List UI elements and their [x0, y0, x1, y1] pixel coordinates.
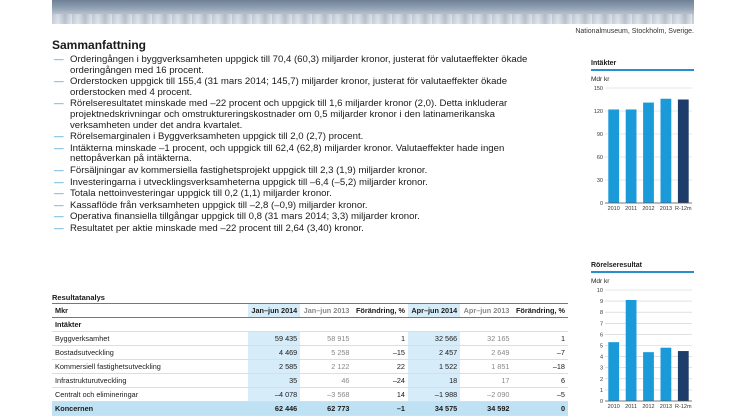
table-cell: –1	[353, 402, 409, 416]
y-tick-label: 8	[599, 310, 603, 317]
table-cell: 17	[460, 374, 512, 388]
row-label: Koncernen	[52, 402, 248, 416]
dash-icon: —	[54, 54, 64, 65]
summary-item-text: Orderstocken uppgick till 155,4 (31 mars 2014; 145,7) miljarder kronor, justerat för valutaeffekter ökade orderstocken med 4 procent.	[70, 76, 508, 98]
table-cell: –5	[512, 388, 568, 402]
table-cell: 32 566	[408, 332, 460, 346]
x-tick-label: 2011	[625, 404, 638, 410]
y-tick-label: 9	[599, 299, 603, 306]
summary-item-text: Rörelsemarginalen i Byggverksamheten uppgick till 2,0 (2,7) procent.	[70, 131, 364, 143]
column-header: Jan–jun 2014	[248, 304, 300, 318]
dash-icon: —	[54, 176, 64, 188]
chart-title: Intäkter	[591, 60, 694, 71]
dash-icon: —	[54, 199, 64, 211]
row-label: Infrastrukturutveckling	[52, 374, 248, 388]
x-tick-label: 2013	[659, 206, 673, 212]
table-cell: 32 165	[460, 332, 512, 346]
summary-item-text: Investeringarna i utvecklingsverksamheterna uppgick till –6,4 (–5,2) miljarder kronor.	[70, 176, 428, 188]
table-cell: 2 122	[300, 360, 352, 374]
table-cell: 1	[353, 332, 409, 346]
bar-2012	[643, 103, 654, 203]
operating-income-chart	[591, 285, 694, 413]
summary-item	[52, 201, 556, 212]
dash-icon: —	[54, 222, 64, 234]
column-header: Jan–jun 2013	[300, 304, 352, 318]
row-label: Bostadsutveckling	[52, 346, 248, 360]
summary-item	[52, 99, 556, 131]
chart-unit-label: Mdr kr	[591, 76, 610, 83]
table-cell: 2 585	[248, 360, 300, 374]
table-cell: 18	[408, 374, 460, 388]
dash-icon: —	[54, 211, 64, 223]
table-cell: 1 851	[460, 360, 512, 374]
bar-2013	[661, 99, 672, 203]
column-header: Apr–jun 2014	[408, 304, 460, 318]
results-table	[52, 303, 568, 416]
summary-item	[52, 55, 556, 76]
header-image	[52, 0, 694, 24]
table-cell: 2 649	[460, 346, 512, 360]
y-tick-label: 120	[593, 109, 603, 115]
table-cell: 1 522	[408, 360, 460, 374]
y-tick-label: 90	[596, 132, 603, 138]
summary-item	[52, 144, 556, 165]
summary-item-text: Resultatet per aktie minskade med –22 procent till 2,64 (3,40) kronor.	[70, 222, 364, 234]
dash-icon: —	[54, 188, 64, 200]
summary-title: Sammanfattning	[52, 38, 147, 52]
summary-item-text: Totala nettoinvesteringar uppgick till 0,2 (1,1) miljarder kronor.	[70, 188, 332, 200]
column-header: Förändring, %	[512, 304, 568, 318]
summary-section	[52, 38, 556, 236]
summary-item	[52, 166, 556, 177]
y-tick-label: 0	[599, 201, 603, 207]
table-cell: –1 988	[408, 388, 460, 402]
table-cell: –2 090	[460, 388, 512, 402]
table-cell: 0	[512, 402, 568, 416]
table-cell: 1	[512, 332, 568, 346]
table-cell: –3 568	[300, 388, 352, 402]
image-caption: Nationalmuseum, Stockholm, Sverige.	[575, 28, 694, 35]
summary-item-text: Rörelseresultatet minskade med –22 procent och uppgick till 1,6 miljarder kronor (2,0). Detta inkluderar projektnedskrivningar och omstruktureringskostnader om 0,5 miljarder kronor i den latinamerikanska verksamheten under det andra kvartalet.	[70, 98, 508, 131]
bar-R-12m	[678, 351, 689, 401]
summary-item	[52, 189, 556, 200]
table-cell: –7	[512, 346, 568, 360]
y-tick-label: 60	[596, 155, 603, 161]
y-tick-label: 10	[596, 288, 603, 294]
summary-item-text: Orderingången i byggverksamheten uppgick till 70,4 (60,3) miljarder kronor, justerat för valutaeffekter ökade orderingången med 16 procent.	[70, 54, 528, 76]
bar-2011	[626, 109, 637, 203]
table-total-row	[52, 402, 568, 416]
y-tick-label: 0	[599, 399, 603, 405]
x-tick-label: 2012	[642, 404, 655, 410]
table-row	[52, 346, 568, 360]
table-cell: –24	[353, 374, 409, 388]
table-row	[52, 332, 568, 346]
x-tick-label: 2012	[642, 206, 655, 212]
table-cell: 34 592	[460, 402, 512, 416]
dash-icon: —	[54, 131, 64, 143]
row-label: Centralt och elimineringar	[52, 388, 248, 402]
section-label: Intäkter	[52, 318, 568, 332]
table-cell: 4 469	[248, 346, 300, 360]
table-cell: 5 258	[300, 346, 352, 360]
row-label: Kommersiell fastighetsutveckling	[52, 360, 248, 374]
y-tick-label: 6	[599, 332, 603, 339]
table-cell: –15	[353, 346, 409, 360]
bar-2013	[661, 348, 672, 401]
column-header: Mkr	[52, 304, 248, 318]
table-cell: 58 915	[300, 332, 352, 346]
table-cell: 2 457	[408, 346, 460, 360]
revenue-chart	[591, 83, 694, 215]
revenue-chart-panel	[591, 60, 694, 215]
table-cell: 34 575	[408, 402, 460, 416]
summary-list	[52, 55, 556, 235]
x-tick-label: 2013	[659, 404, 673, 410]
table-cell: –4 078	[248, 388, 300, 402]
summary-item-text: Operativa finansiella tillgångar uppgick till 0,8 (31 mars 2014; 3,3) miljarder kronor.	[70, 211, 420, 223]
column-header: Förändring, %	[353, 304, 409, 318]
y-tick-label: 2	[599, 376, 603, 383]
y-tick-label: 4	[599, 354, 603, 361]
dash-icon: —	[54, 142, 64, 154]
summary-item-text: Försäljningar av kommersiella fastighetsprojekt uppgick till 2,3 (1,9) miljarder kronor.	[70, 164, 428, 176]
table-header-row	[52, 304, 568, 318]
chart-unit-label: Mdr kr	[591, 278, 610, 285]
row-label: Byggverksamhet	[52, 332, 248, 346]
table-cell: –18	[512, 360, 568, 374]
y-tick-label: 3	[599, 365, 603, 372]
table-cell: 6	[512, 374, 568, 388]
summary-item	[52, 178, 556, 189]
table-cell: 62 773	[300, 402, 352, 416]
header-image-water	[52, 14, 694, 24]
summary-item	[52, 224, 556, 235]
x-tick-label: 2010	[607, 206, 620, 212]
dash-icon: —	[54, 76, 64, 88]
table-cell: 35	[248, 374, 300, 388]
table-section-row	[52, 318, 568, 332]
y-tick-label: 7	[599, 321, 603, 328]
x-tick-label: R-12m	[675, 404, 692, 410]
table-cell: 59 435	[248, 332, 300, 346]
table-title: Resultatanalys	[52, 293, 105, 302]
bar-2012	[643, 352, 654, 401]
summary-item-text: Kassaflöde från verksamheten uppgick till –2,8 (–0,9) miljarder kronor.	[70, 199, 368, 211]
dash-icon: —	[54, 98, 64, 110]
table-cell: 62 446	[248, 402, 300, 416]
summary-item	[52, 132, 556, 143]
bar-2011	[626, 300, 637, 401]
dash-icon: —	[54, 164, 64, 176]
table-cell: 14	[353, 388, 409, 402]
bar-2010	[608, 342, 619, 401]
y-tick-label: 1	[599, 387, 603, 394]
y-tick-label: 150	[593, 86, 603, 92]
summary-item	[52, 77, 556, 98]
y-tick-label: 5	[599, 343, 603, 350]
column-header: Apr–jun 2013	[460, 304, 512, 318]
summary-item-text: Intäkterna minskade –1 procent, och uppgick till 62,4 (62,8) miljarder kronor. Valutaeffekter hade ingen nettopåverkan på intäkterna.	[70, 142, 505, 165]
table-row	[52, 374, 568, 388]
summary-item	[52, 212, 556, 223]
chart-title: Rörelseresultat	[591, 262, 694, 273]
table-cell: 46	[300, 374, 352, 388]
x-tick-label: R-12m	[675, 206, 692, 212]
operating-income-chart-panel	[591, 262, 694, 413]
table-row	[52, 388, 568, 402]
table-cell: 22	[353, 360, 409, 374]
table-row	[52, 360, 568, 374]
x-tick-label: 2010	[607, 404, 620, 410]
x-tick-label: 2011	[625, 206, 638, 212]
bar-R-12m	[678, 100, 689, 204]
y-tick-label: 30	[596, 178, 603, 184]
bar-2010	[608, 109, 619, 203]
